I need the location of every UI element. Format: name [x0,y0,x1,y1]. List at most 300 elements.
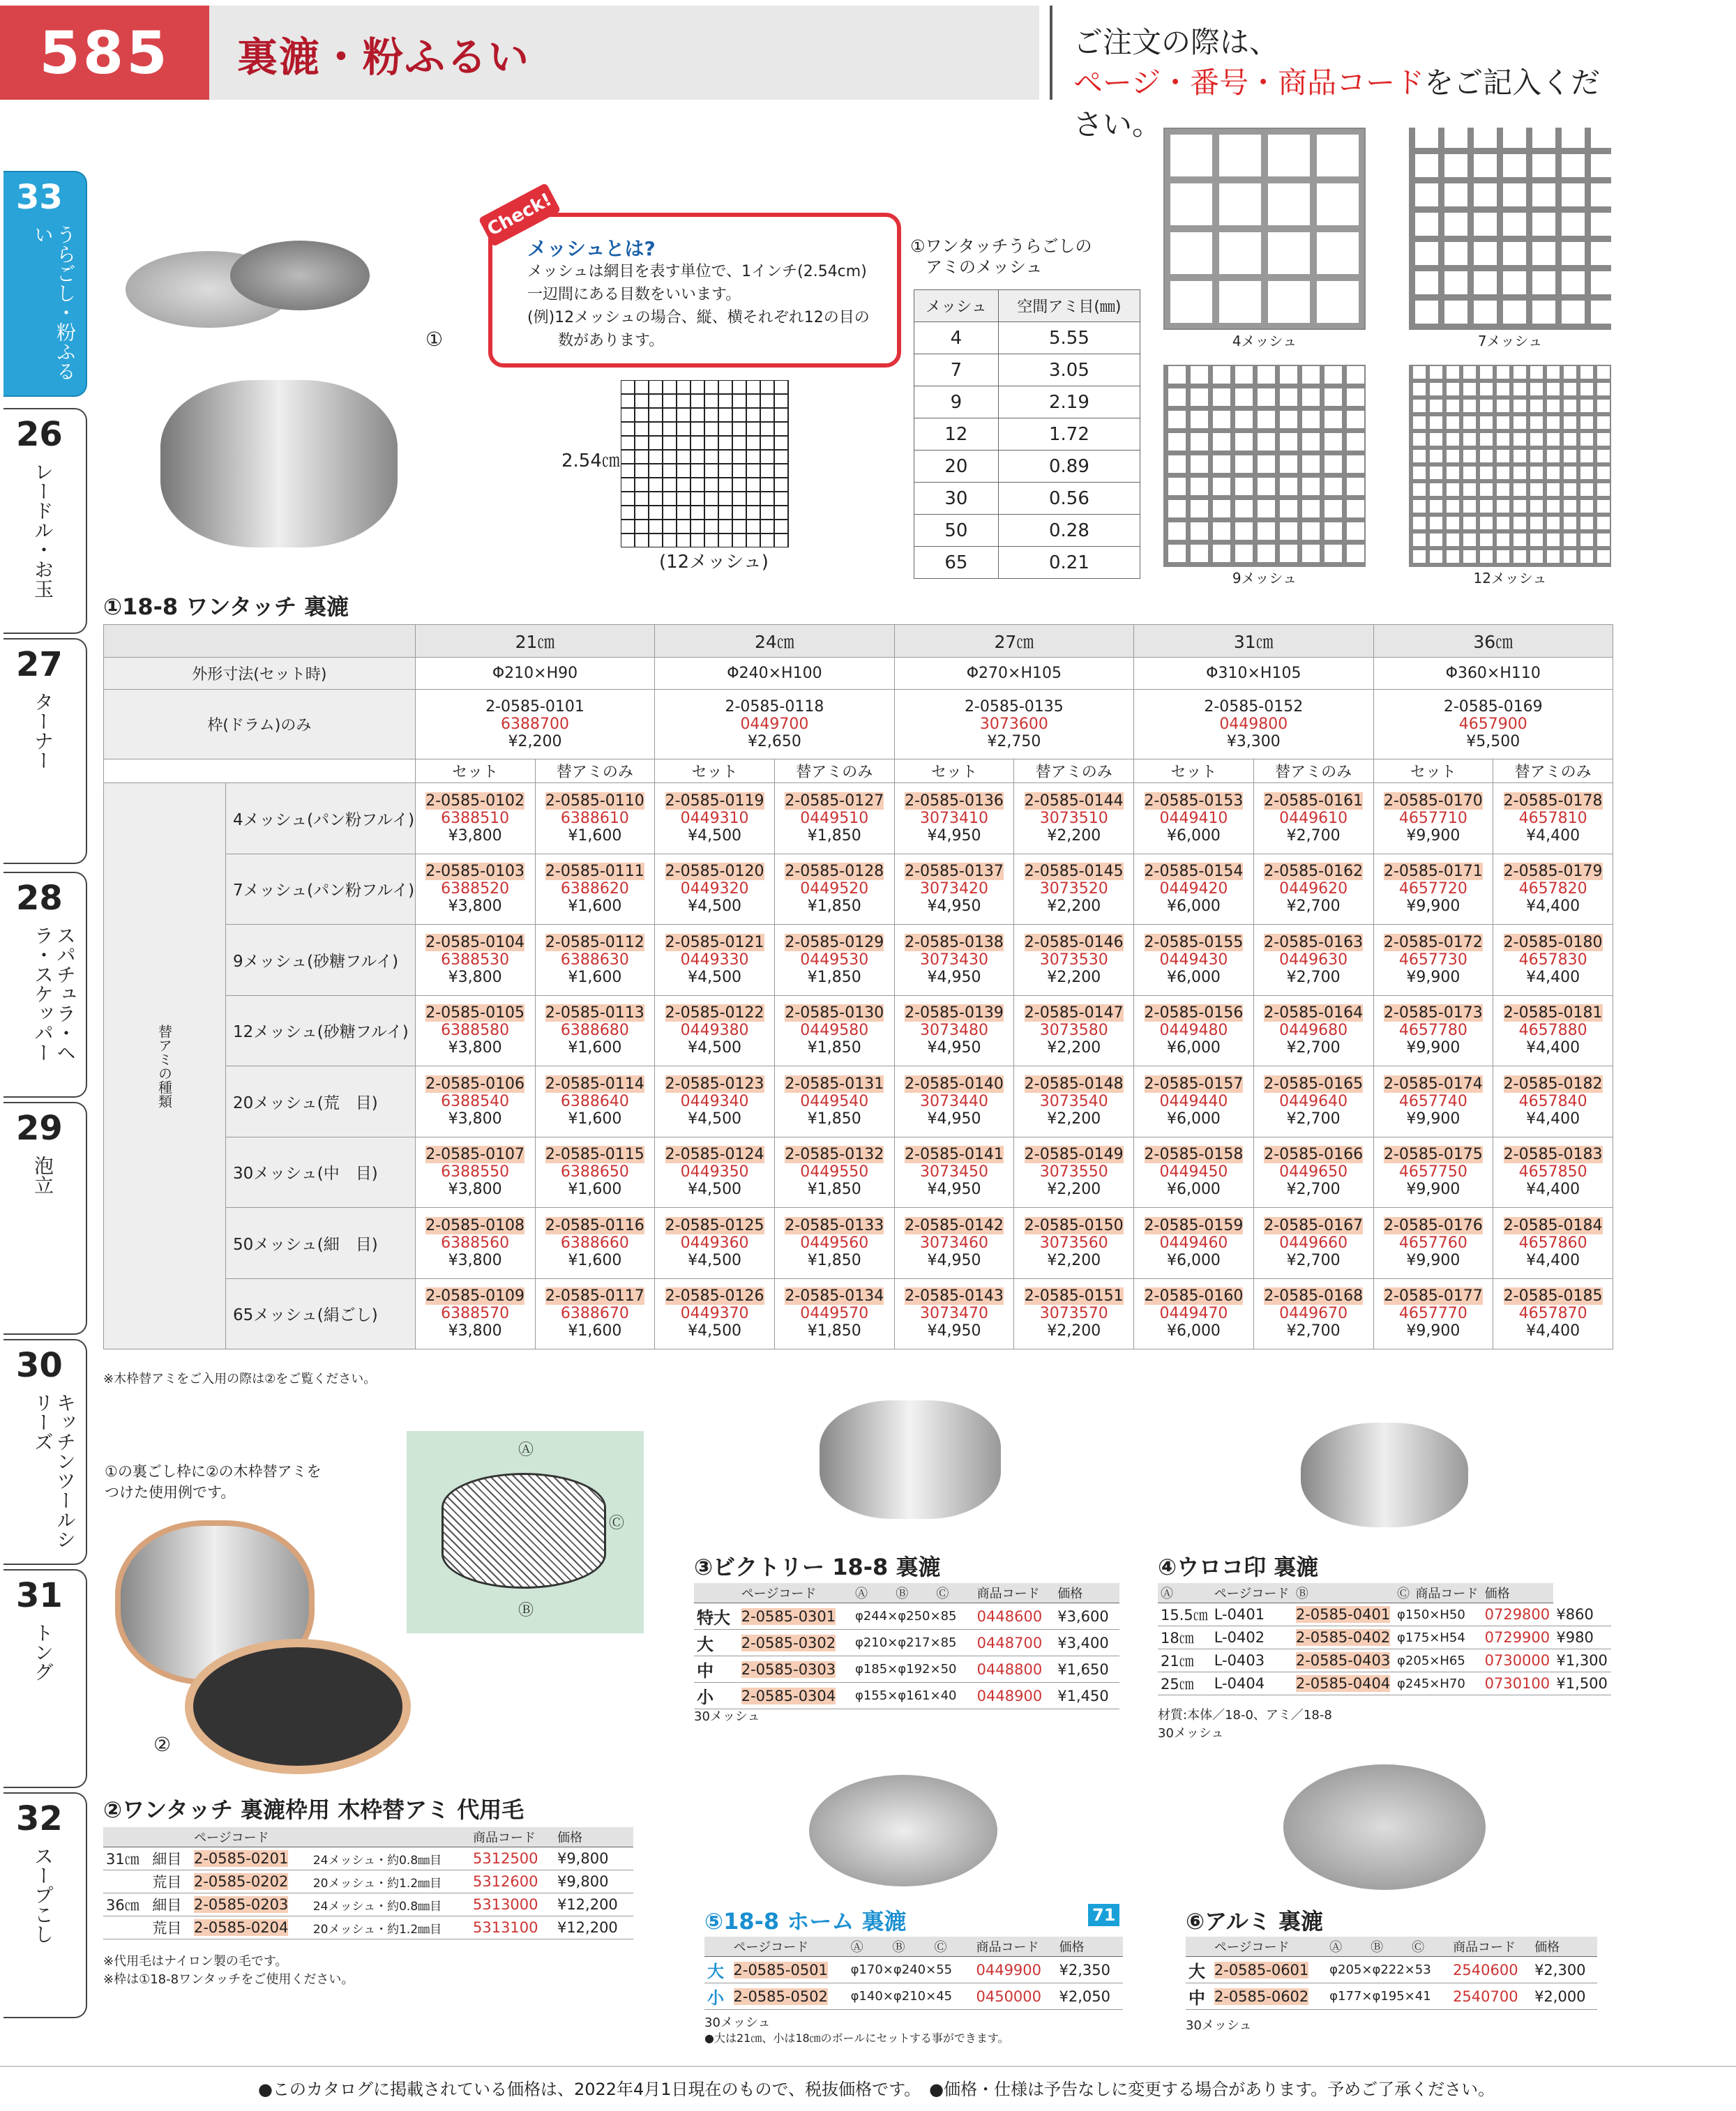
mesh-photo-9 [1163,365,1366,587]
price-cell [415,995,535,1066]
price: ¥1,600 [568,1251,622,1269]
sub-header-row [104,759,1613,783]
mesh-count: 30 [914,483,999,515]
page-code [739,1683,852,1709]
product-code: 0449660 [1279,1234,1348,1252]
page-code-text: 2-0585-0115 [545,1146,644,1164]
frame-row [104,690,1613,759]
mesh-label: 65メッシュ(絹ごし) [226,1278,416,1349]
product-code: 3073440 [920,1092,988,1110]
price: ¥1,600 [568,826,622,845]
price: ¥3,600 [1055,1603,1119,1630]
price-cell [1014,995,1134,1066]
price: ¥6,000 [1166,1251,1221,1269]
section3-note: 30メッシュ [694,1709,760,1724]
price-cell [1253,1137,1373,1208]
page-code [1374,1217,1493,1234]
price-cell [1373,1066,1493,1137]
price-cell [415,854,535,925]
page-code-text: 2-0585-0153 [1144,792,1244,810]
product-code: 0449560 [800,1234,869,1252]
page-code [1212,1983,1327,2010]
page-code [416,792,535,810]
product-code: 6388700 [501,716,569,733]
mesh-row [914,322,1140,354]
product-row [1158,1626,1611,1649]
mesh-label: 7メッシュ(パン粉フルイ) [226,854,416,925]
price: ¥2,350 [1056,1957,1123,1983]
check-line: メッシュは網目を表す単位で、1インチ(2.54cm) [527,263,867,280]
product-code: 3073540 [1039,1092,1108,1110]
mesh-row [914,483,1140,515]
s2-spec: 20メッシュ・約1.2㎜目 [310,1916,470,1939]
s2-row [103,1916,633,1939]
dimension-value: Φ270×H105 [894,658,1133,690]
price-cell [894,1208,1014,1279]
page-code-text: 2-0585-0120 [665,863,764,881]
set-header: セット [415,759,535,783]
product-code: 0449540 [800,1092,869,1110]
page-code-text: 2-0585-0123 [665,1075,764,1093]
product-code: 0449480 [1159,1022,1228,1040]
page-code [895,792,1014,810]
check-title: メッシュとは? [527,237,656,260]
price-cell [1373,1137,1493,1208]
check-line: 数があります。 [527,332,665,349]
product-code: 4657820 [1518,880,1587,898]
page-code [655,1146,774,1163]
size-label: 18㎝ [1158,1626,1212,1649]
chapter-tab[interactable] [3,408,87,634]
page-code [536,1287,655,1305]
check-flag: Check! [478,183,561,247]
diagram-label-a: Ⓐ [518,1442,534,1459]
price-cell [1134,925,1254,996]
price: ¥9,900 [1406,826,1460,845]
chapter-tab[interactable] [3,1102,87,1335]
page-code-text: 2-0585-0143 [905,1287,1004,1306]
table-header: ページコード [739,1583,852,1603]
s2-size: 31㎝ [103,1847,149,1870]
s2-row [103,1870,633,1893]
page-code-text: 2-0585-0104 [425,933,525,951]
page-code [416,1287,535,1305]
page-code [895,1146,1014,1163]
page-code-text: 2-0585-0139 [905,1004,1004,1022]
page-code [1493,1146,1613,1163]
dimensions: φ185×φ192×50 [852,1656,974,1683]
order-note [1050,6,1624,142]
page-code-text: 2-0585-0146 [1024,933,1124,951]
s2-note: ※枠は①18-8ワンタッチをご使用ください。 [103,1972,354,1987]
product-code: 3073580 [1039,1022,1108,1040]
s2-row [103,1893,633,1916]
chapter-tab-number: 29 [16,1109,63,1148]
product-code: 6388640 [560,1092,629,1110]
page-code [416,1217,535,1234]
chapter-tab[interactable] [3,1569,87,1788]
chapter-tab[interactable] [3,1339,87,1565]
diagram-label-c: Ⓒ [609,1515,625,1532]
price-cell [1253,925,1373,996]
section3-title: ③ビクトリー 18-8 裏漉 [694,1554,941,1580]
price: ¥3,800 [448,1322,502,1340]
diagram-sieve-drawing [441,1473,606,1589]
price-cell [1134,1278,1254,1349]
s2-size: 36㎝ [103,1893,149,1916]
footer [0,2066,1736,2111]
s2-price: ¥9,800 [554,1847,633,1870]
page-code-text: 2-0585-0132 [785,1146,884,1164]
replacement-header: 替アミのみ [1014,759,1134,783]
price: ¥2,050 [1056,1983,1123,2010]
replacement-header: 替アミのみ [1253,759,1373,783]
page-code [1493,1217,1613,1234]
page-code-text: 2-0585-0114 [545,1075,644,1093]
s2-price: ¥12,200 [554,1893,633,1916]
table-header: Ⓐ [848,1937,890,1957]
dimensions: φ150×H50 [1394,1603,1482,1626]
frame-cell [1134,690,1373,759]
price-cell [894,1278,1014,1349]
mesh-price-row [104,854,1613,925]
price-cell [535,995,655,1066]
uroko-sieve-photo [1301,1423,1468,1527]
mesh-label: 12メッシュ(砂糖フルイ) [226,995,416,1066]
price-cell [1253,1066,1373,1137]
table-header: ページコード [1212,1583,1293,1603]
price-cell [535,925,655,996]
product-code: 0449310 [680,809,749,827]
product-code: 0448900 [974,1683,1055,1709]
price: ¥2,200 [1047,1039,1101,1057]
product-code: 6388660 [560,1234,629,1252]
price: ¥1,850 [807,1039,861,1057]
section2-title: ②ワンタッチ 裏漉枠用 木枠替アミ 代用毛 [103,1796,524,1823]
price-cell [1373,783,1493,854]
page-code-text: 2-0585-0181 [1503,1004,1603,1022]
blank-head [694,1583,739,1603]
price-cell [774,854,894,925]
price: ¥4,400 [1526,968,1580,986]
product-code: 6388540 [441,1092,510,1110]
page-code [536,934,655,951]
catalog-code: L-0402 [1212,1626,1293,1649]
product-code: 0449380 [680,1022,749,1040]
section6-title: ⑥アルミ 裏漉 [1186,1908,1323,1935]
table-header: Ⓒ [1394,1583,1412,1603]
page-code-text: 2-0585-0138 [905,933,1004,951]
page-code: 2-0585-0118 [725,698,824,716]
page-code [655,792,774,810]
page-code [1374,863,1493,880]
page-code [895,1217,1014,1234]
page-code [739,1630,852,1656]
price-cell [774,1278,894,1349]
mesh-label: 20メッシュ(荒 目) [226,1066,416,1137]
page-code-text: 2-0585-0102 [425,792,525,810]
price: ¥9,900 [1406,1251,1460,1269]
table-header: 商品コード [1412,1583,1481,1603]
price: ¥2,750 [987,733,1041,750]
price-cell [1373,925,1493,996]
price-cell [535,1208,655,1279]
mesh-count: 7 [914,354,999,386]
table-header: Ⓒ [932,1937,974,1957]
price: ¥3,400 [1055,1630,1119,1656]
chapter-tab[interactable] [3,171,87,397]
page-code-text: 2-0585-0178 [1503,792,1603,810]
page-code-text: 2-0585-0304 [741,1687,836,1704]
page-code [775,792,894,810]
product-row [1158,1649,1611,1672]
price-cell [1373,1278,1493,1349]
price: ¥3,800 [448,826,502,845]
price-cell [655,783,775,854]
mesh-row [914,386,1140,418]
page-code [1493,1004,1613,1022]
page-code [731,1983,848,2010]
price: ¥980 [1553,1626,1611,1649]
page-code [1212,1957,1327,1983]
price-cell [1493,995,1613,1066]
page-code-text: 2-0585-0177 [1383,1287,1483,1306]
page-code-text: 2-0585-0202 [193,1873,289,1890]
table-header: 商品コード [1450,1937,1532,1957]
mesh-table-header: メッシュ [914,290,999,322]
price-cell [1014,1208,1134,1279]
product-code: 6388550 [441,1163,510,1181]
page-code-text: 2-0585-0172 [1383,933,1483,951]
mesh-opening: 2.19 [998,386,1140,418]
page-code-text: 2-0585-0150 [1024,1216,1124,1234]
chapter-tab-label: トング [31,1623,54,1681]
mesh-price-row [104,783,1613,854]
sieve-drum-photo [160,380,398,547]
price-cell [1134,854,1254,925]
victory-sieve-photo [820,1400,1001,1519]
dimensions: φ245×H70 [1394,1672,1482,1695]
product-code: 3073470 [920,1305,988,1323]
page-code-text: 2-0585-0109 [425,1287,525,1306]
size-header: 31㎝ [1134,625,1373,658]
price: ¥4,950 [927,898,981,916]
check-body [527,260,890,352]
size-header-row [104,625,1613,658]
table-header: Ⓑ [890,1937,932,1957]
page-code [416,1004,535,1022]
size-label: 25㎝ [1158,1672,1212,1695]
page-code-text: 2-0585-0161 [1264,792,1364,810]
page-code [1493,934,1613,951]
page-code-text: 2-0585-0111 [545,863,644,881]
page-code-text: 2-0585-0404 [1295,1675,1391,1692]
product-row [1158,1672,1611,1695]
chapter-tab[interactable] [3,872,87,1098]
page-code-text: 2-0585-0303 [741,1660,836,1678]
product-code: 3073520 [1039,880,1108,898]
price-cell [1014,925,1134,996]
chapter-tab-label: うらごし・粉ふるい [31,225,77,381]
price-cell [415,1137,535,1208]
page-code [416,934,535,951]
mesh-photo-image [1409,128,1611,330]
mesh-price-row [104,1066,1613,1137]
price: ¥4,400 [1526,1181,1580,1199]
price-cell [1373,995,1493,1066]
page-code [1374,934,1493,951]
product-code: 4657850 [1518,1163,1587,1181]
page-code [1134,934,1253,951]
size-header: 24㎝ [655,625,894,658]
mesh-label: 30メッシュ(中 目) [226,1137,416,1208]
replacement-header: 替アミのみ [1493,759,1613,783]
price: ¥1,850 [807,1322,861,1340]
order-note-emphasis: ページ・番号・商品コード [1073,66,1425,100]
product-code: 4657840 [1518,1092,1587,1110]
price-cell [655,1066,775,1137]
s2-price: ¥12,200 [554,1916,633,1939]
price: ¥9,900 [1406,1039,1460,1057]
mesh-label: 4メッシュ(パン粉フルイ) [226,783,416,854]
section4-title: ④ウロコ印 裏漉 [1158,1554,1319,1580]
s2-h-blank2 [310,1827,470,1847]
home-sieve-photo [809,1775,997,1886]
mesh-price-row [104,995,1613,1066]
s2-h-blank [103,1827,191,1847]
product-code: 0448800 [974,1656,1055,1683]
size-label: 中 [694,1656,739,1683]
price: ¥3,800 [448,898,502,916]
product-code: 6388630 [560,951,629,969]
price: ¥4,500 [688,1251,742,1269]
price-cell [774,783,894,854]
dimension-value: Φ310×H105 [1134,658,1373,690]
price-cell [1014,783,1134,854]
page-code-text: 2-0585-0166 [1264,1146,1364,1164]
price-cell [894,995,1014,1066]
page-code-text: 2-0585-0129 [785,933,884,951]
size-label: 中 [1186,1983,1212,2010]
size-label: 15.5㎝ [1158,1603,1212,1626]
product-row [694,1683,1119,1709]
table-header: 商品コード [974,1583,1055,1603]
price: ¥1,600 [568,898,622,916]
price-cell [655,925,775,996]
mesh-caption-line2: アミのメッシュ [926,257,1043,277]
price-cell [1373,1208,1493,1279]
page-code [895,863,1014,880]
page-code-text: 2-0585-0155 [1144,933,1244,951]
section1-note: ※木枠替アミをご入用の際は②をご覧ください。 [103,1372,377,1386]
page-code [1254,934,1373,951]
product-code: 0448600 [974,1603,1055,1630]
frame-cell [655,690,894,759]
price: ¥2,300 [1532,1957,1597,1983]
price: ¥2,200 [1047,1251,1101,1269]
s4-note: 材質:本体／18-0、アミ／18-8 [1158,1708,1332,1723]
page-code-text: 2-0585-0119 [665,792,764,810]
page-code [655,1287,774,1305]
mesh-photo-7 [1409,128,1611,350]
price: ¥4,500 [688,968,742,986]
catalog-code: L-0404 [1212,1672,1293,1695]
page-code [1293,1626,1394,1649]
page-code [1014,934,1133,951]
price: ¥5,500 [1466,733,1520,750]
mesh-count: 20 [914,451,999,483]
page-code [1014,1146,1133,1163]
size-label: 特大 [694,1603,739,1630]
page-code-text: 2-0585-0175 [1383,1146,1483,1164]
page-code-text: 2-0585-0168 [1264,1287,1364,1306]
chapter-tab[interactable] [3,638,87,864]
product-row [704,1957,1123,1983]
product-code: 0449650 [1279,1163,1348,1181]
table-header: 商品コード [973,1937,1056,1957]
chapter-tab-number: 28 [16,879,63,918]
product-code: 3073530 [1039,951,1108,969]
mesh-photo-caption: 9メッシュ [1232,570,1297,587]
page-code [1014,1075,1133,1093]
product-row [1158,1603,1611,1626]
size-label: 21㎝ [1158,1649,1212,1672]
mesh-count: 12 [914,418,999,451]
page-code [739,1603,852,1630]
product-code: 6388670 [560,1305,629,1323]
replacement-header: 替アミのみ [535,759,655,783]
page-code [1134,1004,1253,1022]
page-code-text: 2-0585-0163 [1264,933,1364,951]
page-code-text: 2-0585-0128 [785,863,884,881]
price: ¥1,850 [807,1251,861,1269]
size-header: 21㎝ [415,625,654,658]
price: ¥4,950 [927,1322,981,1340]
dimensions: φ175×H54 [1394,1626,1482,1649]
mesh-row [914,515,1140,547]
price-cell [1014,854,1134,925]
page-code-text: 2-0585-0184 [1503,1216,1603,1234]
page-code-text: 2-0585-0112 [545,933,644,951]
chapter-tab[interactable] [3,1792,87,2018]
product-code: 0449800 [1219,716,1288,733]
size-label: 大 [704,1957,731,1983]
product-code: 4657770 [1398,1305,1467,1323]
order-note-rest: をご記入ください。 [1073,66,1601,142]
product-code: 4657750 [1398,1163,1467,1181]
product-row [1186,1957,1597,1983]
page-code: 2-0585-0101 [485,698,584,716]
chapter-tab-label: キッチンツールシリーズ [31,1393,77,1549]
product-code: 3073560 [1039,1234,1108,1252]
product-row [694,1656,1119,1683]
s2-h-page: ページコード [191,1827,310,1847]
example-note-line1: ①の裏ごし枠に②の木枠替アミを [105,1463,322,1480]
page-code [1014,863,1133,880]
page-code-text: 2-0585-0130 [785,1004,884,1022]
product-code: 4657780 [1398,1022,1467,1040]
price: ¥3,800 [448,968,502,986]
page-code-text: 2-0585-0401 [1295,1606,1391,1623]
page-code-text: 2-0585-0106 [425,1075,525,1093]
price-cell [415,1066,535,1137]
product-code: 0449470 [1159,1305,1228,1323]
page-code-text: 2-0585-0105 [425,1004,525,1022]
page-code [895,1004,1014,1022]
price: ¥1,600 [568,1110,622,1128]
product-code: 0449670 [1279,1305,1348,1323]
price: ¥2,700 [1286,1110,1341,1128]
